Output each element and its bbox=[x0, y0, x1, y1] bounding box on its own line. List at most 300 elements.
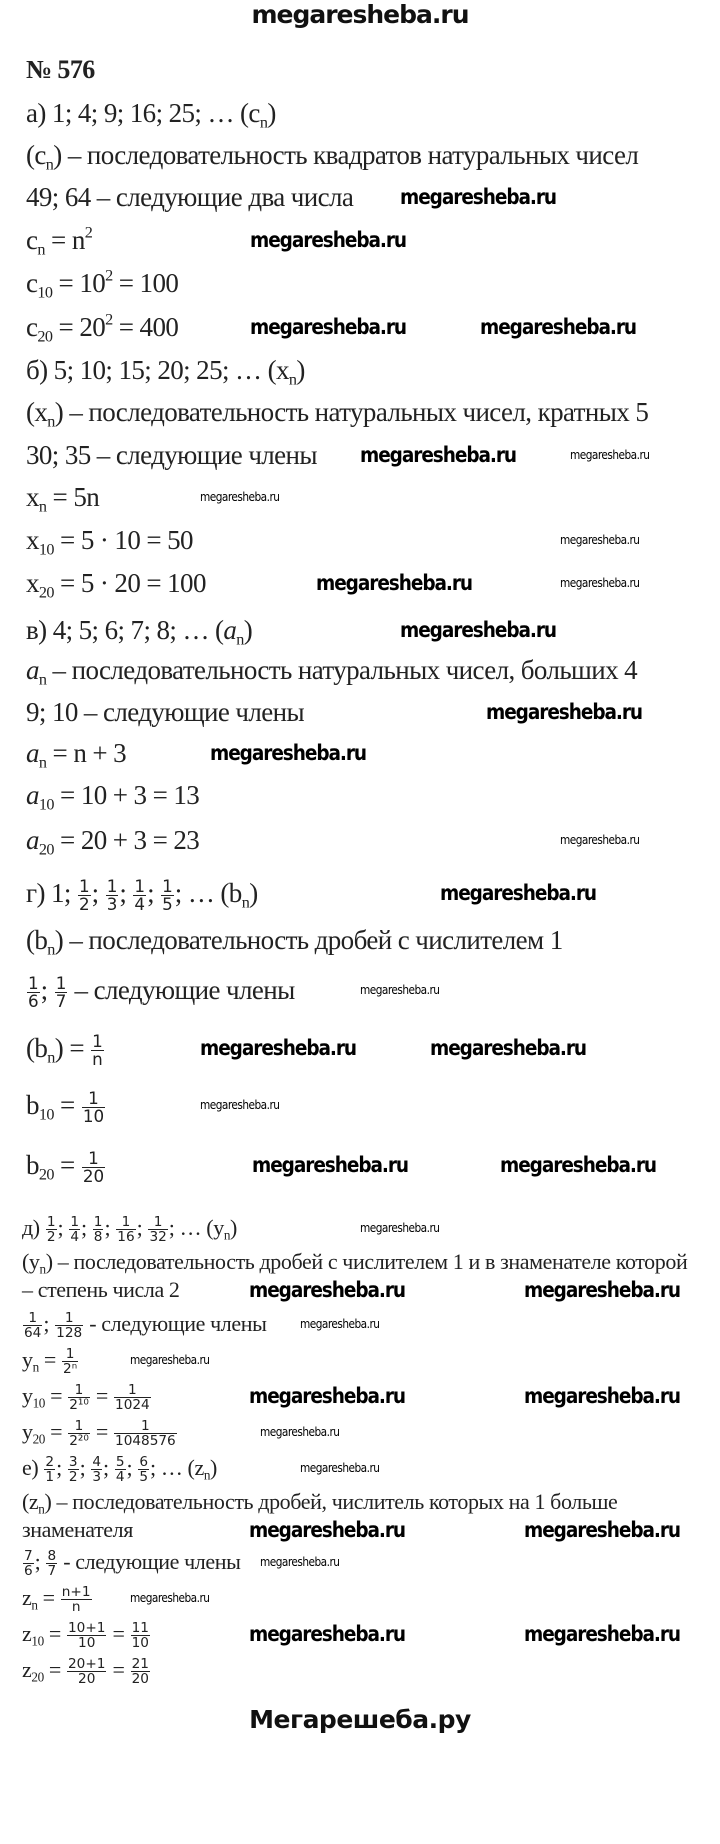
subscript: 10 bbox=[38, 540, 54, 559]
numerator: 20+1 bbox=[67, 1656, 106, 1673]
text: (b bbox=[26, 925, 48, 955]
numerator: 1 bbox=[116, 1215, 135, 1230]
text: ; bbox=[57, 1215, 69, 1240]
text: ; bbox=[126, 1455, 138, 1480]
subscript: n bbox=[47, 940, 55, 959]
numerator: 10+1 bbox=[67, 1620, 106, 1637]
text: z bbox=[22, 1657, 32, 1682]
solution-line bbox=[22, 1657, 151, 1687]
watermark: megaresheba.ru bbox=[250, 228, 407, 252]
solution-line bbox=[22, 1549, 240, 1579]
watermark: megaresheba.ru bbox=[430, 1036, 587, 1060]
denominator: 2 bbox=[46, 1229, 56, 1246]
text: = 20 + 3 = 23 bbox=[53, 825, 200, 855]
watermark: megaresheba.ru bbox=[316, 571, 473, 595]
fraction bbox=[68, 1383, 90, 1413]
solution-line bbox=[26, 614, 253, 649]
text: z bbox=[22, 1621, 32, 1646]
text: x bbox=[26, 568, 39, 598]
text: ) – последовательность дробей с числителем 1 bbox=[54, 925, 563, 955]
numerator: 1 bbox=[82, 1150, 105, 1169]
subscript: n bbox=[45, 155, 54, 174]
text: z bbox=[22, 1585, 32, 1610]
subscript: n bbox=[259, 113, 268, 132]
text: = bbox=[107, 1657, 130, 1682]
text: = bbox=[53, 1090, 81, 1120]
watermark: megaresheba.ru bbox=[524, 1384, 681, 1408]
italic-variable: a bbox=[26, 738, 39, 768]
text: y bbox=[22, 1419, 33, 1444]
text: (y bbox=[22, 1249, 40, 1274]
denominator: 2 bbox=[78, 894, 90, 915]
denominator: 10 bbox=[78, 1635, 96, 1652]
numerator: 1 bbox=[68, 1419, 90, 1434]
text: ) – последовательность квадратов натуральных чисел bbox=[53, 140, 639, 170]
solution-line bbox=[26, 1089, 106, 1126]
text: ) – последовательность дробей, числитель которых на 1 больше bbox=[44, 1489, 618, 1514]
solution-line bbox=[26, 737, 127, 772]
text: ; bbox=[40, 975, 54, 1005]
text: = 20 bbox=[52, 312, 106, 342]
watermark: megaresheba.ru bbox=[260, 1425, 340, 1439]
denominator: 4 bbox=[115, 1469, 125, 1486]
fraction bbox=[69, 1215, 80, 1245]
fraction bbox=[106, 875, 119, 915]
fraction bbox=[115, 1455, 126, 1485]
denominator: 2²⁰ bbox=[69, 1433, 89, 1450]
solution-line bbox=[26, 824, 200, 859]
text: ) bbox=[249, 878, 258, 908]
solution-line bbox=[22, 1517, 133, 1543]
watermark: megaresheba.ru bbox=[560, 533, 640, 547]
solution-line bbox=[26, 310, 179, 346]
text: ; bbox=[136, 1215, 148, 1240]
watermark: megaresheba.ru bbox=[400, 185, 557, 209]
solution-line bbox=[22, 1455, 217, 1485]
text: b bbox=[26, 1150, 39, 1180]
subscript: 10 bbox=[38, 795, 54, 814]
denominator: 4 bbox=[70, 1229, 79, 1246]
italic-variable: a bbox=[223, 615, 237, 645]
text: = bbox=[45, 1419, 68, 1444]
text: = bbox=[37, 1585, 60, 1610]
solution-line bbox=[22, 1621, 151, 1651]
solution-line bbox=[26, 924, 563, 959]
subscript: n bbox=[38, 753, 47, 772]
watermark: megaresheba.ru bbox=[570, 448, 650, 462]
text: ; bbox=[119, 878, 133, 908]
subscript: n bbox=[241, 893, 250, 912]
numerator: 1 bbox=[82, 1090, 105, 1109]
text: x bbox=[26, 482, 39, 512]
text: знаменателя bbox=[22, 1517, 133, 1542]
text: ; … (b bbox=[174, 878, 242, 908]
italic-variable: a bbox=[26, 825, 39, 855]
fraction bbox=[67, 1621, 106, 1651]
denominator: 6 bbox=[24, 1563, 33, 1580]
text: 49; 64 – следующие два числа bbox=[26, 182, 354, 212]
watermark: megaresheba.ru bbox=[524, 1278, 681, 1302]
denominator: n bbox=[92, 1049, 103, 1070]
subscript: 20 bbox=[37, 327, 53, 346]
fraction bbox=[161, 875, 174, 915]
watermark: megaresheba.ru bbox=[500, 1153, 657, 1177]
fraction bbox=[133, 875, 146, 915]
text: = 100 bbox=[112, 268, 179, 298]
subscript: 20 bbox=[31, 1669, 44, 1685]
text: ; bbox=[79, 1455, 91, 1480]
solution-line bbox=[26, 779, 200, 814]
denominator: 4 bbox=[134, 894, 146, 915]
fraction bbox=[91, 1030, 104, 1070]
subscript: 10 bbox=[37, 283, 53, 302]
solution-line bbox=[22, 1347, 79, 1377]
numerator: 1 bbox=[92, 1030, 103, 1051]
text: = n + 3 bbox=[46, 738, 127, 768]
watermark: megaresheba.ru bbox=[200, 490, 280, 504]
text: ; … (z bbox=[150, 1455, 204, 1480]
fraction bbox=[23, 1549, 34, 1579]
text: (b bbox=[26, 1033, 48, 1063]
fraction bbox=[61, 1585, 92, 1615]
text: c bbox=[26, 225, 38, 255]
text: ; bbox=[103, 1455, 114, 1480]
text: ) = bbox=[54, 1033, 91, 1063]
solution-line bbox=[26, 696, 304, 728]
watermark: megaresheba.ru bbox=[249, 1622, 406, 1646]
text: – следующие члены bbox=[68, 975, 295, 1005]
watermark: megaresheba.ru bbox=[200, 1036, 357, 1060]
solution-line bbox=[26, 266, 179, 302]
watermark: megaresheba.ru bbox=[250, 315, 407, 339]
text: y bbox=[22, 1383, 33, 1408]
numerator: 1 bbox=[46, 1214, 56, 1231]
denominator: 8 bbox=[93, 1229, 103, 1246]
subscript: 10 bbox=[31, 1633, 44, 1649]
subscript: 10 bbox=[38, 1105, 54, 1124]
text: (z bbox=[22, 1489, 39, 1514]
text: е) bbox=[22, 1455, 44, 1480]
subscript: n bbox=[223, 1227, 231, 1243]
text: ; bbox=[56, 1455, 67, 1480]
solution-line bbox=[26, 567, 206, 602]
solution-line bbox=[26, 181, 353, 213]
text: ) bbox=[243, 615, 253, 645]
subscript: n bbox=[31, 1597, 38, 1613]
text: 30; 35 – следующие члены bbox=[26, 440, 317, 470]
numerator: 6 bbox=[139, 1454, 149, 1471]
fraction bbox=[116, 1215, 135, 1245]
superscript: 2 bbox=[84, 223, 93, 242]
numerator: 1 bbox=[106, 875, 118, 896]
subscript: n bbox=[47, 1048, 55, 1067]
numerator: 1 bbox=[55, 972, 67, 993]
text: в) 4; 5; 6; 7; 8; … ( bbox=[26, 615, 224, 645]
fraction bbox=[44, 1455, 55, 1485]
watermark: megaresheba.ru bbox=[440, 881, 597, 905]
subscript: 20 bbox=[32, 1431, 45, 1447]
solution-line bbox=[22, 1585, 93, 1615]
numerator: 1 bbox=[148, 1215, 167, 1230]
fraction bbox=[93, 1215, 104, 1245]
text: = bbox=[107, 1621, 130, 1646]
fraction bbox=[82, 1087, 105, 1127]
italic-variable: a bbox=[26, 655, 39, 685]
text: а) 1; 4; 9; 16; 25; … (c bbox=[26, 98, 260, 128]
site-header: megaresheba.ru bbox=[251, 0, 469, 29]
watermark: megaresheba.ru bbox=[249, 1384, 406, 1408]
subscript: n bbox=[38, 1501, 45, 1517]
text: c bbox=[26, 268, 38, 298]
text: - следующие члены bbox=[84, 1311, 267, 1336]
text: = 10 + 3 = 13 bbox=[53, 780, 200, 810]
watermark: megaresheba.ru bbox=[360, 443, 517, 467]
numerator: 1 bbox=[70, 1214, 79, 1231]
watermark: megaresheba.ru bbox=[130, 1591, 210, 1605]
numerator: 1 bbox=[134, 875, 146, 896]
text: 9; 10 – следующие члены bbox=[26, 697, 305, 727]
solution-line bbox=[26, 223, 93, 259]
watermark: megaresheba.ru bbox=[524, 1622, 681, 1646]
watermark: megaresheba.ru bbox=[486, 700, 643, 724]
text: = 5n bbox=[46, 482, 100, 512]
text: б) 5; 10; 15; 20; 25; … (x bbox=[26, 355, 289, 385]
subscript: n bbox=[37, 240, 45, 259]
denominator: 3 bbox=[92, 1469, 102, 1486]
denominator: 10 bbox=[82, 1106, 105, 1127]
subscript: n bbox=[288, 370, 297, 389]
denominator: 3 bbox=[106, 894, 118, 915]
subscript: n bbox=[39, 1261, 46, 1277]
text: ) – последовательность дробей с числителем 1 и в знаменателе которой bbox=[45, 1249, 688, 1274]
text: ; bbox=[34, 1549, 46, 1574]
denominator: 1024 bbox=[115, 1397, 150, 1414]
fraction bbox=[114, 1419, 177, 1449]
fraction bbox=[67, 1657, 106, 1687]
text: д) bbox=[22, 1215, 45, 1240]
numerator: 21 bbox=[131, 1656, 149, 1673]
text: = bbox=[43, 1621, 66, 1646]
denominator: 64 bbox=[24, 1325, 42, 1342]
denominator: 10 bbox=[131, 1635, 149, 1652]
text: x bbox=[26, 525, 39, 555]
superscript: 2 bbox=[105, 310, 113, 329]
watermark: megaresheba.ru bbox=[400, 618, 557, 642]
denominator: 20 bbox=[82, 1166, 105, 1187]
solution-line bbox=[26, 877, 258, 914]
text: = 400 bbox=[112, 312, 179, 342]
superscript: 2 bbox=[105, 266, 113, 285]
text: (c bbox=[26, 140, 46, 170]
watermark: megaresheba.ru bbox=[300, 1317, 380, 1331]
numerator: 7 bbox=[24, 1548, 33, 1565]
numerator: 3 bbox=[68, 1454, 78, 1471]
subscript: 20 bbox=[38, 840, 54, 859]
numerator: 4 bbox=[92, 1454, 102, 1471]
watermark: megaresheba.ru bbox=[360, 1221, 440, 1235]
fraction bbox=[23, 1311, 42, 1341]
subscript: n bbox=[203, 1467, 211, 1483]
text: - следующие члены bbox=[58, 1549, 241, 1574]
solution-line bbox=[26, 139, 639, 174]
text: – последовательность натуральных чисел, больших 4 bbox=[46, 655, 638, 685]
solution-line bbox=[26, 1149, 106, 1186]
text: = bbox=[53, 1150, 81, 1180]
text: ) bbox=[267, 98, 276, 128]
solution-line bbox=[26, 481, 100, 516]
solution-line bbox=[22, 1311, 267, 1341]
denominator: 2¹⁰ bbox=[69, 1397, 89, 1414]
text: = bbox=[45, 1383, 68, 1408]
watermark: megaresheba.ru bbox=[249, 1278, 406, 1302]
subscript: n bbox=[32, 1359, 39, 1375]
text: = bbox=[43, 1657, 66, 1682]
fraction bbox=[62, 1347, 78, 1377]
text: b bbox=[26, 1090, 39, 1120]
numerator: 8 bbox=[47, 1548, 57, 1565]
text: ) – последовательность натуральных чисел, кратных 5 bbox=[54, 397, 649, 427]
denominator: 2ⁿ bbox=[63, 1361, 78, 1378]
text: г) 1; bbox=[26, 878, 77, 908]
site-footer: Мегарешеба.ру bbox=[249, 1705, 471, 1734]
solution-line bbox=[26, 354, 305, 389]
watermark: megaresheba.ru bbox=[210, 741, 367, 765]
numerator: 11 bbox=[131, 1620, 149, 1637]
fraction bbox=[55, 1311, 83, 1341]
numerator: 1 bbox=[78, 875, 90, 896]
text: = 10 bbox=[52, 268, 106, 298]
fraction bbox=[27, 972, 40, 1012]
denominator: 128 bbox=[56, 1325, 83, 1342]
subscript: 20 bbox=[38, 583, 54, 602]
denominator: 1 bbox=[45, 1469, 55, 1486]
numerator: 1 bbox=[162, 875, 173, 896]
watermark: megaresheba.ru bbox=[252, 1153, 409, 1177]
solution-line bbox=[26, 54, 95, 86]
fraction bbox=[55, 972, 68, 1012]
fraction bbox=[114, 1383, 151, 1413]
denominator: 5 bbox=[139, 1469, 149, 1486]
watermark: megaresheba.ru bbox=[260, 1555, 340, 1569]
numerator: 5 bbox=[115, 1454, 125, 1471]
text: = bbox=[90, 1419, 114, 1444]
solution-line bbox=[22, 1383, 152, 1413]
text: ) bbox=[296, 355, 305, 385]
denominator: n bbox=[71, 1599, 81, 1616]
denominator: 5 bbox=[162, 894, 173, 915]
solution-line bbox=[26, 396, 649, 431]
watermark: megaresheba.ru bbox=[560, 833, 640, 847]
fraction bbox=[78, 875, 91, 915]
solution-line bbox=[22, 1249, 687, 1275]
denominator: 32 bbox=[149, 1229, 167, 1246]
text: (x bbox=[26, 397, 48, 427]
denominator: 16 bbox=[117, 1229, 135, 1246]
fraction bbox=[82, 1147, 105, 1187]
text: ) bbox=[210, 1455, 217, 1480]
watermark: megaresheba.ru bbox=[360, 983, 440, 997]
numerator: 1 bbox=[114, 1383, 151, 1398]
denominator: 2 bbox=[68, 1469, 78, 1486]
solution-line bbox=[26, 654, 638, 689]
watermark: megaresheba.ru bbox=[480, 315, 637, 339]
denominator: 20 bbox=[131, 1671, 149, 1688]
solution-line bbox=[26, 439, 317, 471]
text: c bbox=[26, 312, 38, 342]
subscript: 10 bbox=[32, 1395, 45, 1411]
text: № 576 bbox=[26, 55, 95, 84]
denominator: 1048576 bbox=[115, 1433, 176, 1450]
subscript: n bbox=[236, 630, 244, 649]
fraction bbox=[138, 1455, 149, 1485]
text: ; … (y bbox=[168, 1215, 224, 1240]
fraction bbox=[91, 1455, 102, 1485]
numerator: 1 bbox=[28, 972, 39, 993]
fraction bbox=[68, 1419, 90, 1449]
fraction bbox=[68, 1455, 79, 1485]
text: ; bbox=[91, 878, 105, 908]
text: = bbox=[90, 1383, 114, 1408]
numerator: n+1 bbox=[61, 1584, 91, 1601]
fraction bbox=[131, 1621, 150, 1651]
watermark: megaresheba.ru bbox=[300, 1461, 380, 1475]
watermark: megaresheba.ru bbox=[130, 1353, 210, 1367]
subscript: 20 bbox=[38, 1165, 54, 1184]
numerator: 1 bbox=[93, 1214, 103, 1231]
solution-line bbox=[22, 1419, 178, 1449]
solution-line bbox=[22, 1489, 617, 1515]
text: = 5 · 20 = 100 bbox=[53, 568, 206, 598]
denominator: 6 bbox=[28, 991, 39, 1012]
italic-variable: a bbox=[26, 780, 39, 810]
text: = n bbox=[44, 225, 85, 255]
fraction bbox=[46, 1549, 57, 1579]
fraction bbox=[131, 1657, 150, 1687]
solution-line bbox=[26, 524, 193, 559]
solution-line bbox=[22, 1277, 180, 1303]
denominator: 7 bbox=[47, 1563, 57, 1580]
numerator: 1 bbox=[55, 1311, 83, 1326]
text: ; bbox=[147, 878, 161, 908]
numerator: 1 bbox=[23, 1311, 42, 1326]
subscript: n bbox=[38, 497, 47, 516]
watermark: megaresheba.ru bbox=[249, 1518, 406, 1542]
solution-line bbox=[26, 97, 276, 132]
solution-line bbox=[26, 974, 295, 1011]
numerator: 1 bbox=[62, 1347, 78, 1362]
solution-line bbox=[22, 1215, 237, 1245]
text: = 5 · 10 = 50 bbox=[53, 525, 193, 555]
subscript: n bbox=[47, 412, 55, 431]
watermark: megaresheba.ru bbox=[560, 576, 640, 590]
numerator: 1 bbox=[68, 1383, 90, 1398]
solution-line bbox=[26, 1032, 105, 1069]
numerator: 1 bbox=[114, 1419, 177, 1434]
text: ) bbox=[230, 1215, 237, 1240]
fraction bbox=[148, 1215, 167, 1245]
text: = bbox=[38, 1347, 62, 1372]
text: ; bbox=[80, 1215, 92, 1240]
text: y bbox=[22, 1347, 33, 1372]
subscript: n bbox=[38, 670, 47, 689]
watermark: megaresheba.ru bbox=[524, 1518, 681, 1542]
text: – степень числа 2 bbox=[22, 1277, 180, 1302]
denominator: 20 bbox=[78, 1671, 96, 1688]
watermark: megaresheba.ru bbox=[200, 1098, 280, 1112]
numerator: 2 bbox=[45, 1454, 55, 1471]
fraction bbox=[46, 1215, 57, 1245]
text: ; bbox=[104, 1215, 116, 1240]
